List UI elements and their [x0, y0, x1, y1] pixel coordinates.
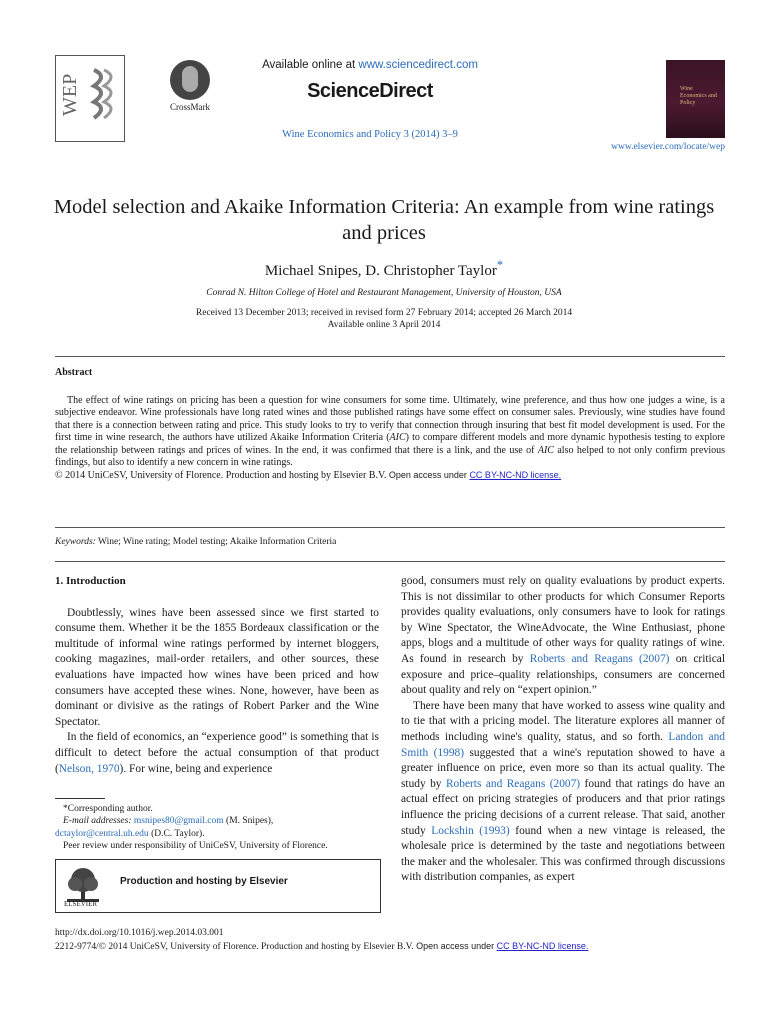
journal-homepage-link[interactable]: www.elsevier.com/locate/wep: [611, 142, 725, 152]
abstract-aic-2: AIC: [537, 444, 554, 456]
intro-paragraph-1: Doubtlessly, wines have been assessed since we first started to consume them. Whether it be the 1855 Bordeaux classification or the multitude of informal wine ratings performed by internet bloggers, cooking magazines, mail-order retailers, and other sources, these evaluations have impacted how wines have been priced and how consumers have accepted these wines. None, however, have been as dominant or divisive as the ratings of Robert Parker and the Wine Spectator.: [55, 606, 379, 728]
article-title: Model selection and Akaike Information Criteria: An example from wine ratings and prices: [53, 196, 715, 244]
divider-body: [55, 561, 725, 562]
right-p1-text-a: good, consumers must rely on quality evaluations by product experts. This is not dissimilar to other products for which Consumer Reports provides quality evaluations, only consumers have to look for ratings by Wine Spectator, the WineAdvocate, the Wine Enthusiast, phone apps, blogs and a multitude of other ways for quality ratings of wine. As found in research by: [401, 575, 725, 665]
author-names: Michael Snipes, D. Christopher Taylor: [264, 263, 497, 279]
available-online-line: [180, 59, 560, 71]
email-label: E-mail addresses:: [63, 816, 134, 827]
citation-lockshin[interactable]: Lockshin (1993): [431, 824, 510, 837]
right-paragraph-1: [401, 574, 725, 699]
keywords-text: Wine; Wine rating; Model testing; Akaike Information Criteria: [95, 537, 337, 547]
issn-line: [55, 941, 588, 952]
wep-journal-logo: [55, 55, 125, 142]
citation-roberts-reagans-2[interactable]: Roberts and Reagans (2007): [445, 777, 581, 790]
right-p2-text-d: found when a new vintage is released, the wholesale price is determined by the taste and negotiations between the maker and the wholesaler. This was confirmed through discussions with distribution companies, as expert: [401, 824, 726, 884]
abstract-body: [55, 395, 725, 483]
bottom-open-access-text: Open access under: [413, 941, 497, 951]
cover-title: Wine Economics and Policy: [680, 86, 717, 106]
abstract-copyright: [55, 469, 725, 482]
footnote-corresponding: *Corresponding author.: [63, 804, 153, 814]
right-p2-text-a: There have been many that have worked to assess wine quality and to tie that with a pricing model. The literature explores all manner of methods including wine's quality, status, and so forth.: [401, 699, 725, 743]
citation-roberts-reagans-1[interactable]: Roberts and Reagans (2007): [529, 652, 670, 665]
right-p1-text-b: on critical exposure and price–quality relationships, consumers are concerned about quality and rely on “expert opinion.”: [401, 652, 725, 697]
abstract-paragraph: [55, 395, 725, 469]
production-box: [55, 859, 381, 913]
author-line: [40, 258, 728, 280]
article-history: [40, 307, 728, 331]
intro-paragraph-2: [55, 730, 379, 777]
available-prefix: Available online at: [262, 59, 359, 71]
email-link-taylor[interactable]: dctaylor@central.uh.edu: [55, 828, 149, 839]
footnote-peer-review: Peer review under responsibility of UniCeSV, University of Florence.: [63, 840, 328, 851]
abstract-text-2: ) to compare different models and more dynamic hypothesis testing to explore the relationship between ratings and prices of wines. In the end, it was confirmed that there is a link, and the use of: [55, 432, 725, 456]
available-online-date: Available online 3 April 2014: [327, 320, 441, 330]
bottom-license-link[interactable]: CC BY-NC-ND license.: [496, 941, 589, 951]
footnote-emails: [55, 815, 379, 827]
elsevier-tree-icon: [65, 866, 101, 904]
citation-nelson[interactable]: Nelson, 1970: [58, 762, 120, 775]
intro-p2-text-b: ). For wine, being and experience: [119, 762, 273, 775]
email-owner-taylor: (D.C. Taylor).: [148, 828, 205, 839]
sciencedirect-link[interactable]: www.sciencedirect.com: [358, 59, 478, 71]
journal-cover-image: [666, 60, 725, 138]
wep-logo-graphic: [56, 56, 124, 141]
email-link-snipes[interactable]: msnipes80@gmail.com: [133, 816, 224, 827]
elsevier-wordmark: ELSEVIER: [64, 900, 98, 908]
copyright-text: © 2014 UniCeSV, University of Florence. Production and hosting by Elsevier B.V.: [55, 470, 387, 482]
open-access-text: Open access under: [386, 470, 470, 481]
footnote-email2: [55, 828, 379, 840]
keywords-line: [55, 537, 336, 547]
footnotes: [55, 803, 379, 852]
affiliation: Conrad N. Hilton College of Hotel and Restaurant Management, University of Houston, USA: [206, 288, 562, 298]
journal-reference[interactable]: Wine Economics and Policy 3 (2014) 3–9: [282, 129, 458, 140]
doi-line[interactable]: http://dx.doi.org/10.1016/j.wep.2014.03.001: [55, 928, 224, 938]
citation-landon-smith[interactable]: Landon and Smith (1998): [401, 730, 725, 759]
footnote-rule: [55, 798, 105, 799]
abstract-aic-1: AIC: [389, 432, 406, 444]
wep-logo-text: WEP: [59, 73, 81, 116]
divider-keywords: [55, 527, 725, 528]
abstract-text-1: The effect of wine ratings on pricing has been a question for wine consumers for some time. Ultimately, wine preference, and thus how one judges a wine, is a subjective endeavor. Wine professionals have long rated wines and those published ratings have some effect on consumer sales. Previously, wine studies have found that there is a connection between rating and price. This study looks to try to verify that connection through insuring that best fit model development is used. For the first time in wine research, the authors have utilized Akaike Information Criteria (: [55, 395, 725, 444]
right-p2-text-c: found that ratings do have an actual effect on pricing strategies of producers and that prior ratings influence the pricing decisions of a current release. That said, another study: [401, 777, 725, 837]
sciencedirect-brand: ScienceDirect: [307, 80, 433, 102]
keywords-label: Keywords:: [55, 537, 96, 547]
right-paragraph-2: [401, 699, 725, 886]
email-owner-snipes: (M. Snipes),: [223, 816, 274, 827]
received-dates: Received 13 December 2013; received in revised form 27 February 2014; accepted 26 March 2014: [195, 308, 573, 318]
abstract-text-3: also helped to not only confirm previous findings, but also to identify a new concern in wine ratings.: [55, 444, 725, 469]
left-column: [55, 574, 379, 777]
abstract-heading: Abstract: [55, 367, 93, 378]
section-heading: 1. Introduction: [55, 575, 126, 587]
production-hosting-text: Production and hosting by Elsevier: [120, 876, 288, 887]
issn-text: 2212-9774/© 2014 UniCeSV, University of Florence. Production and hosting by Elsevier B.V.: [55, 942, 414, 952]
license-link[interactable]: CC BY-NC-ND license.: [469, 470, 562, 481]
right-p2-text-b: suggested that a wine's reputation showed to have a greater influence on price, even more so than its actual quality. The study by: [401, 746, 726, 790]
corresponding-author-mark[interactable]: *: [496, 258, 504, 272]
right-column: [401, 574, 725, 886]
crossmark-label: CrossMark: [170, 102, 210, 112]
intro-p2-text-a: In the field of economics, an “experience good” is something that is difficult to detect before the actual consumption of that product (: [55, 731, 379, 775]
divider-top: [55, 356, 725, 357]
